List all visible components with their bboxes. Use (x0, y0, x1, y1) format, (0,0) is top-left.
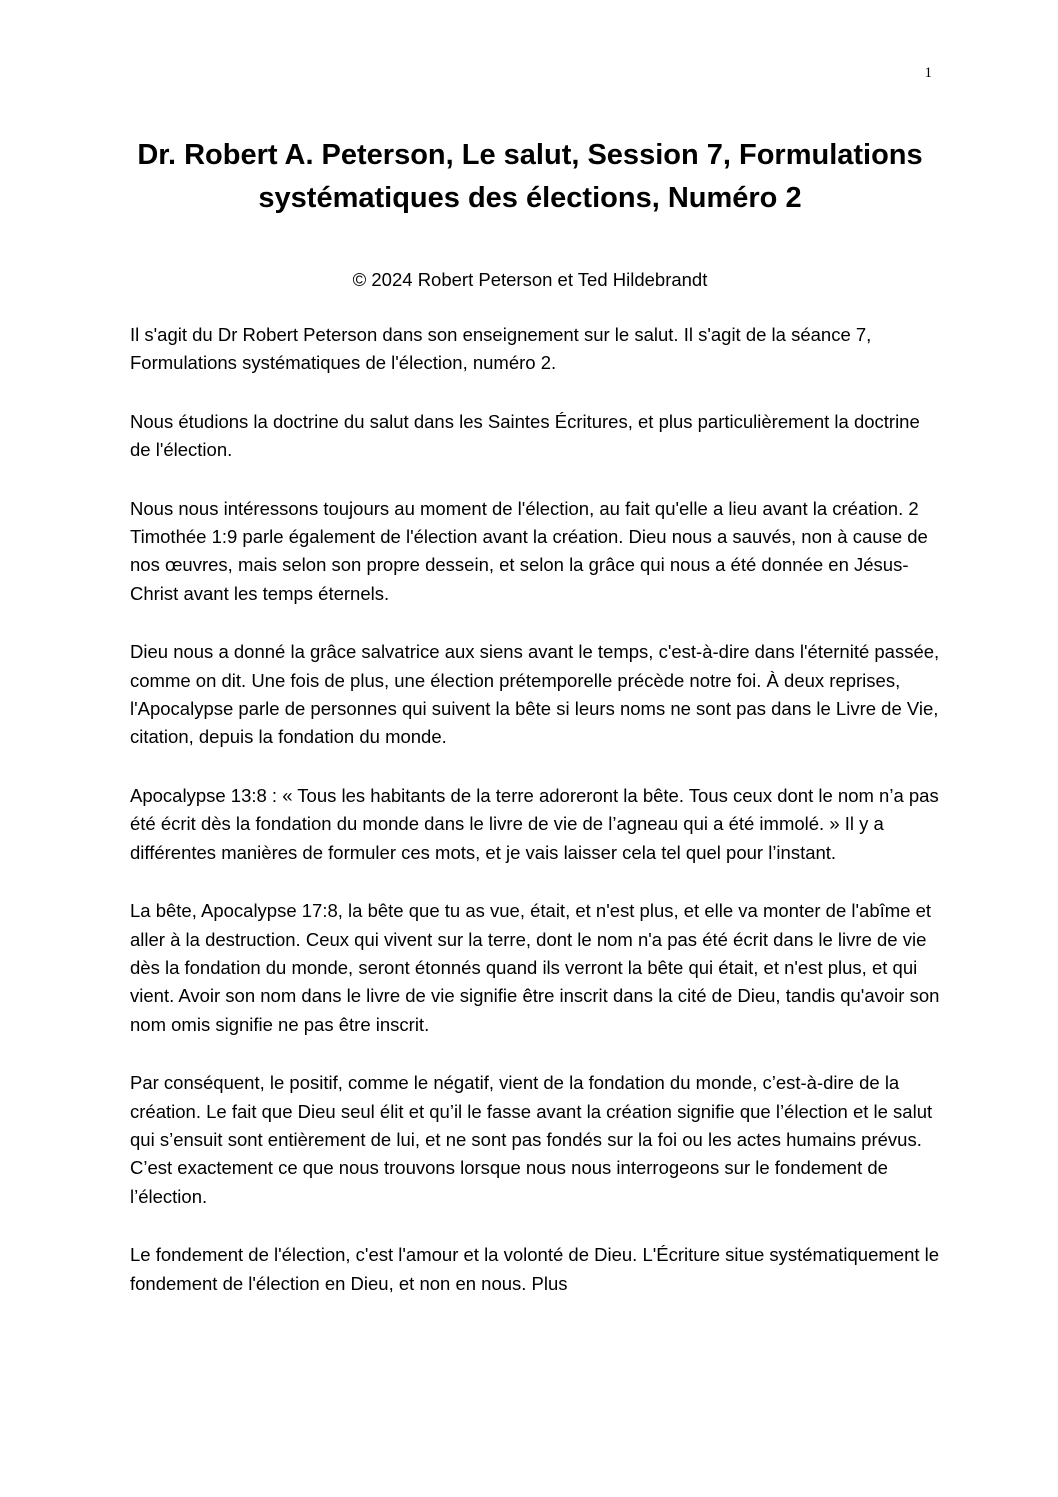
copyright-line: © 2024 Robert Peterson et Ted Hildebrandt (352, 269, 708, 290)
paragraph-1: Il s'agit du Dr Robert Peterson dans son enseignement sur le salut. Il s'agit de la séance 7, Formulations systématiques de l'élection, numéro 2. (130, 324, 872, 374)
paragraph-8: Le fondement de l'élection, c'est l'amour et la volonté de Dieu. L'Écriture situe systématiquement le fondement de l'élection en Dieu, et non en nous. Plus (130, 1244, 940, 1294)
page-number: 1 (924, 65, 932, 81)
paragraph-2: Nous étudions la doctrine du salut dans les Saintes Écritures, et plus particulièrement la doctrine de l'élection. (130, 410, 920, 461)
paragraph-5: Apocalypse 13:8 : « Tous les habitants de la terre adoreront la bête. Tous ceux dont le nom n’a pas été écrit dès la fondation du monde dans le livre de vie de l’agneau qui a été immolé. » Il y a différentes manières de formuler ces mots, et je vais laisser cela tel quel pour l’instant. (130, 784, 939, 863)
paragraph-3: Nous nous intéressons toujours au moment de l'élection, au fait qu'elle a lieu avant la création. 2 Timothée 1:9 parle également de l'élection avant la création. Dieu nous a sauvés, non à cause de nos œuvres, mais selon son propre dessein, et selon la grâce qui nous a été donnée en Jésus-Christ avant les temps éternels. (130, 497, 928, 604)
paragraph-6: La bête, Apocalypse 17:8, la bête que tu as vue, était, et n'est plus, et elle va monter de l'abîme et aller à la destruction. Ceux qui vivent sur la terre, dont le nom n'a pas été écrit dans le livre de vie dès la fondation du monde, seront étonnés quand ils verront la bête qui était, et n'est plus, et qui vient. Avoir son nom dans le livre de vie signifie être inscrit dans la cité de Dieu, tandis qu'avoir son nom omis signifie ne pas être inscrit. (130, 900, 940, 1035)
document-body (130, 321, 942, 1328)
document-title: Dr. Robert A. Peterson, Le salut, Session 7, Formulations systématiques des élections, Numéro 2 (137, 139, 923, 214)
paragraph-4: Dieu nous a donné la grâce salvatrice aux siens avant le temps, c'est-à-dire dans l'éternité passée, comme on dit. Une fois de plus, une élection prétemporelle précède notre foi. À deux reprises, l'Apocalypse parle de personnes qui suivent la bête si leurs noms ne sont pas dans le Livre de Vie, citation, depuis la fondation du monde. (130, 641, 940, 748)
paragraph-7: Par conséquent, le positif, comme le négatif, vient de la fondation du monde, c’est-à-dire de la création. Le fait que Dieu seul élit et qu’il le fasse avant la création signifie que l’élection et le salut qui s’ensuit sont entièrement de lui, et ne sont pas fondés sur la foi ou les actes humains prévus. C’est exactement ce que nous trouvons lorsque nous nous interrogeons sur le fondement de l’élection. (130, 1072, 933, 1207)
